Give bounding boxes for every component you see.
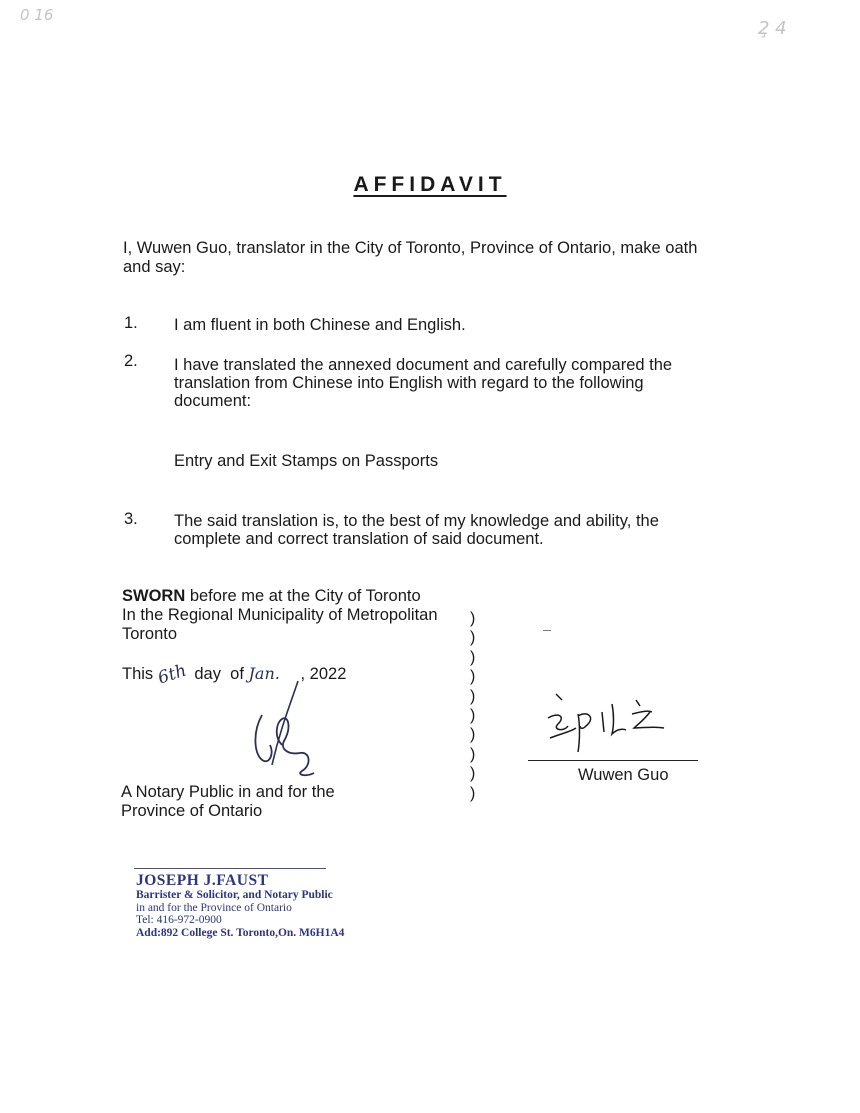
item-2-line-1: I have translated the annexed document and carefully compared the [174, 356, 673, 374]
notary-line-1: A Notary Public in and for the [121, 783, 335, 801]
item-3-line-1: The said translation is, to the best of my knowledge and ability, the [174, 512, 659, 530]
sworn-word: SWORN [122, 587, 186, 605]
bracket: ) [470, 765, 476, 783]
of-word: of [230, 665, 244, 683]
deponent-signature [540, 690, 700, 760]
notary-block [121, 783, 335, 821]
notary-line-2: Province of Ontario [121, 802, 263, 820]
handwritten-month: Jan. [248, 664, 280, 683]
bracket: ) [470, 784, 476, 802]
stamp-name: JOSEPH J.FAUST [136, 872, 269, 889]
this-word: This [122, 665, 154, 683]
bracket: ) [470, 648, 476, 666]
handwritten-day: 6th [155, 660, 189, 689]
jurat-line-3: Toronto [122, 625, 178, 643]
item-3-text [174, 512, 659, 548]
stamp-line [134, 868, 326, 869]
item-3-number: 3. [124, 510, 138, 528]
bracket: ) [470, 668, 476, 686]
intro-line-2: and say: [123, 258, 186, 276]
item-3-line-2: complete and correct translation of said document. [174, 530, 544, 548]
intro-paragraph [123, 239, 697, 277]
intro-line-1: I, Wuwen Guo, translator in the City of Toronto, Province of Ontario, make oath [123, 239, 698, 257]
day-word: day [194, 665, 221, 683]
item-2-text [174, 356, 672, 410]
annexed-document-name: Entry and Exit Stamps on Passports [174, 452, 439, 470]
item-2-line-2: translation from Chinese into English with regard to the following [174, 374, 644, 392]
item-1-line-1: I am fluent in both Chinese and English. [174, 316, 466, 334]
stamp-line-3: Tel: 416-972-0900 [136, 914, 222, 926]
item-2-line-3: document: [174, 392, 252, 410]
jurat-line-2: In the Regional Municipality of Metropolitan [122, 606, 438, 624]
bracket-column [470, 609, 475, 803]
deponent-name: Wuwen Guo [578, 766, 669, 784]
stamp-line-4: Add:892 College St. Toronto,On. M6H1A4 [136, 926, 345, 939]
notary-signature [240, 675, 330, 785]
stamp-line-2: in and for the Province of Ontario [136, 901, 292, 914]
bracket: ) [470, 687, 476, 705]
item-2-number: 2. [124, 352, 138, 370]
stamp-line-1: Barrister & Solicitor, and Notary Public [136, 889, 333, 901]
bracket: ) [470, 726, 476, 744]
year-text: , 2022 [300, 665, 347, 683]
jurat-block [122, 587, 438, 644]
jurat-line-1-rest: before me at the City of Toronto [185, 587, 421, 605]
stray-mark [543, 630, 551, 631]
bracket: ) [470, 745, 476, 763]
bracket: ) [470, 707, 476, 725]
jurat-line-1 [122, 587, 438, 606]
pencil-mark-top-left: 0 16 [20, 6, 54, 24]
item-1-number: 1. [124, 314, 138, 332]
document-title: AFFIDAVIT [353, 173, 507, 196]
notary-stamp [136, 872, 344, 939]
item-1-text [174, 316, 466, 334]
signature-line [528, 760, 698, 761]
pencil-mark-top-right: 2̧ 4 [758, 18, 787, 39]
bracket: ) [470, 610, 476, 627]
bracket: ) [470, 629, 476, 647]
